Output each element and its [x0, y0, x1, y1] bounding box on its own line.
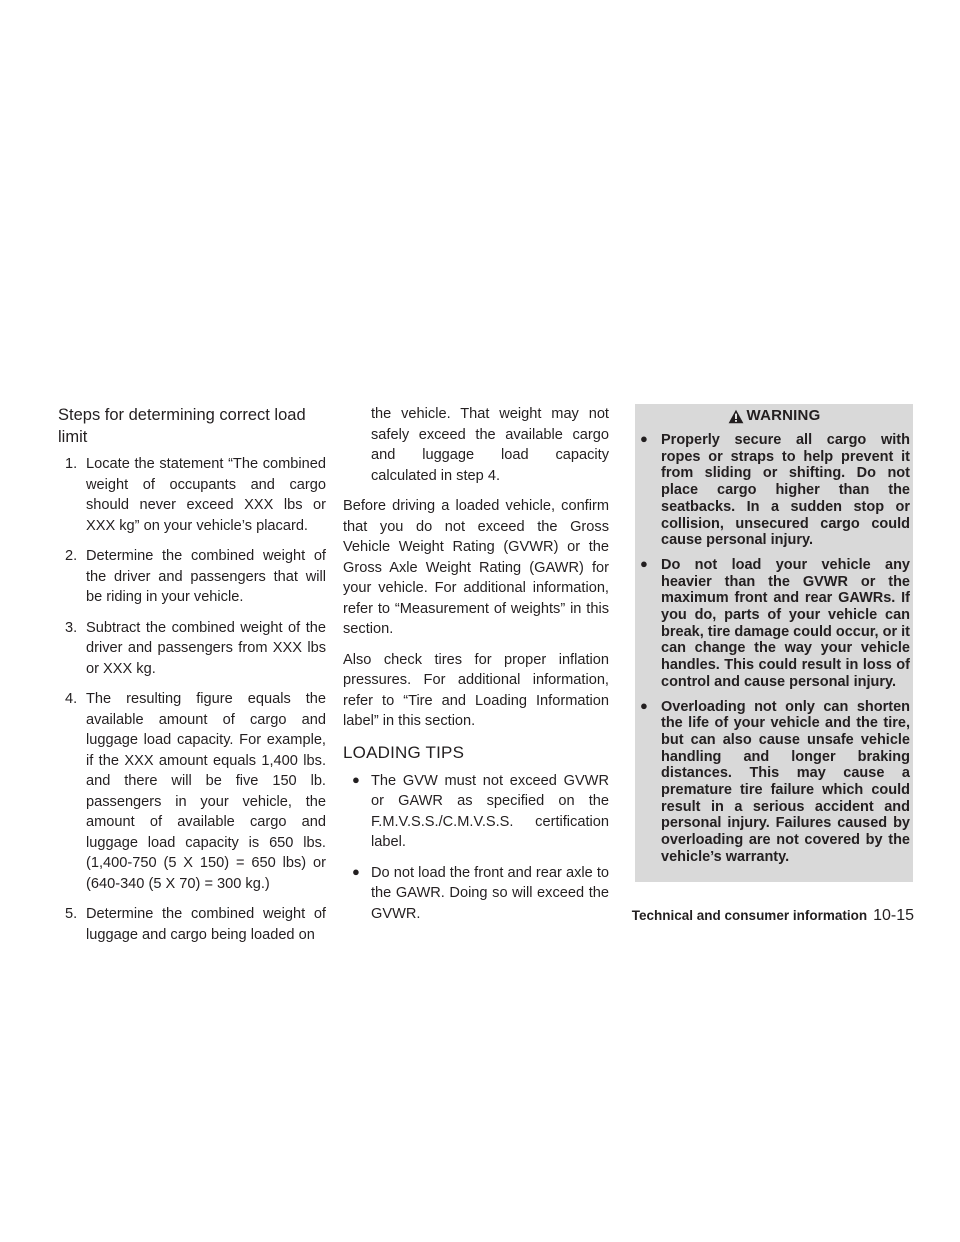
warning-title: WARNING: [746, 406, 821, 424]
step-text: The resulting figure equals the available amount of cargo and luggage load capacity. For example, if the XXX amount equals 1,400 lbs. and there will be five 150 lb. passengers in your vehicle, the amount of available cargo and luggage load capacity is 650 lbs. (1,400-750 (5 X 150) = 650 lbs) or (640-340 (5 X 70) = 300 kg.): [86, 691, 326, 892]
bullet-icon: ●: [640, 431, 648, 446]
step-number: 4.: [65, 691, 78, 707]
warning-list: [635, 432, 913, 866]
middle-column: [343, 404, 609, 934]
step-text: Determine the combined weight of the driver and passengers that will be riding in your vehicle.: [86, 548, 326, 605]
loading-tips-list: [343, 771, 609, 925]
step-number: 2.: [65, 548, 78, 564]
warning-box: [635, 404, 913, 882]
steps-heading: Steps for determining correct load limit: [58, 406, 306, 446]
bullet-icon: ●: [352, 863, 360, 879]
bullet-icon: ●: [640, 555, 648, 571]
step-item: [58, 454, 326, 536]
page-number: 10-15: [873, 907, 914, 924]
paragraph-gvwr: Before driving a loaded vehicle, confirm that you do not exceed the Gross Vehicle Weight Rating (GVWR) or the Gross Axle Weight Rating (GAWR) for your vehicle. For additional information, refer to “Measurement of weights” in this section.: [343, 498, 609, 637]
loading-tips-heading: LOADING TIPS: [343, 742, 465, 762]
step-item: [58, 689, 326, 894]
step-number: 1.: [65, 456, 78, 472]
bullet-icon: ●: [640, 697, 648, 713]
step-5-continued: the vehicle. That weight may not safely exceed the available cargo and luggage load capacity calculated in step 4.: [371, 406, 609, 484]
step-item: [58, 546, 326, 608]
footer-section-title: Technical and consumer information: [631, 908, 868, 923]
step-text: Subtract the combined weight of the driver and passengers from XXX lbs or XXX kg.: [86, 619, 326, 677]
warning-text: Properly secure all cargo with ropes or straps to help prevent it from sliding or shifting. Do not place cargo higher than the seatbacks. In a sudden stop or collision, unsecured cargo could cause personal injury.: [661, 432, 910, 549]
warning-title-bar: [635, 404, 913, 428]
warning-triangle-icon: [728, 409, 744, 424]
warning-text: Do not load your vehicle any heavier than the GVWR or the maximum front and rear GAWRs. If you do, parts of your vehicle can break, tire damage could occur, or it can change the way your vehicle handles. This could result in loss of control and cause personal injury.: [661, 556, 910, 690]
step-number: 5.: [65, 906, 78, 922]
tip-text: Do not load the front and rear axle to the GAWR. Doing so will exceed the GVWR.: [371, 864, 609, 922]
step-item: [58, 618, 326, 680]
tip-item: [343, 863, 609, 925]
warning-item: [635, 432, 910, 549]
step-text: Locate the statement “The combined weight of occupants and cargo should never exceed XXX lbs or XXX kg” on your vehicle’s placard.: [86, 456, 326, 534]
paragraph-inflation: Also check tires for proper inflation pressures. For additional information, refer to “Tire and Loading Information label” in this section.: [343, 651, 609, 729]
left-column: [58, 404, 326, 955]
bullet-icon: ●: [352, 771, 360, 787]
step-text: Determine the combined weight of luggage and cargo being loaded on: [86, 906, 326, 943]
page-footer: [632, 907, 914, 925]
warning-item: [635, 699, 910, 866]
warning-item: [635, 557, 910, 691]
step-number: 3.: [65, 619, 78, 636]
warning-text: Overloading not only can shorten the life of your vehicle and the tire, but can also cause unsafe vehicle handling and longer braking distances. This may cause a premature tire failure which could result in a serious accident and personal injury. Failures caused by overloading are not covered by the vehicle’s warranty.: [661, 698, 910, 865]
right-column: [635, 404, 913, 882]
tip-item: [343, 771, 609, 853]
tip-text: The GVW must not exceed GVWR or GAWR as specified on the F.M.V.S.S./C.M.V.S.S. certification label.: [371, 772, 609, 850]
step-item: [58, 904, 326, 945]
steps-list: [58, 454, 326, 945]
